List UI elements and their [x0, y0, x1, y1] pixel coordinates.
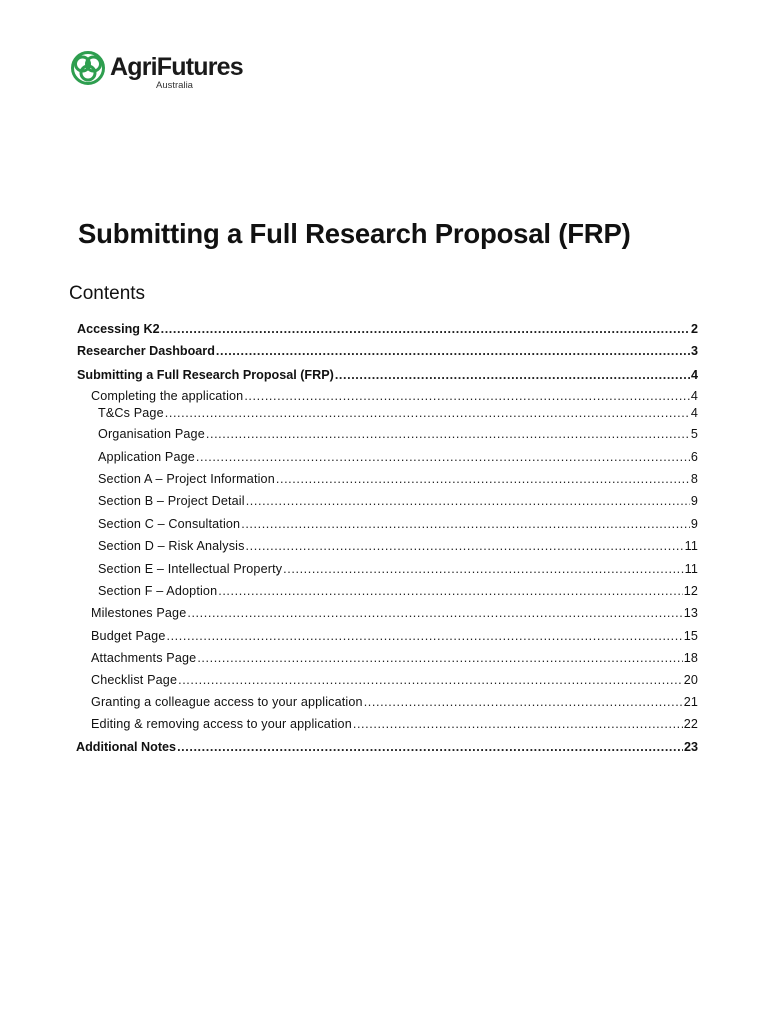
toc-entry[interactable]	[98, 582, 698, 600]
toc-entry-label: Attachments Page	[91, 651, 197, 665]
toc-dot-leader	[364, 693, 683, 711]
toc-entry-label: Section C – Consultation	[98, 517, 241, 531]
toc-entry[interactable]	[91, 671, 698, 689]
toc-entry[interactable]	[91, 715, 698, 733]
toc-entry[interactable]	[77, 320, 698, 338]
toc-entry-page-number: 13	[683, 606, 698, 620]
toc-entry-page-number: 23	[683, 740, 698, 754]
toc-entry-page-number: 4	[690, 406, 698, 420]
toc-entry-label: Section F – Adoption	[98, 584, 218, 598]
toc-dot-leader	[276, 470, 690, 488]
toc-entry[interactable]	[98, 537, 698, 555]
toc-dot-leader	[196, 448, 690, 466]
toc-entry-label: Section B – Project Detail	[98, 494, 245, 508]
toc-entry-label: Checklist Page	[91, 673, 178, 687]
toc-entry-page-number: 8	[690, 472, 698, 486]
toc-entry[interactable]	[98, 560, 698, 578]
toc-entry[interactable]	[91, 693, 698, 711]
toc-entry-label: Accessing K2	[77, 322, 160, 336]
toc-entry[interactable]	[98, 448, 698, 466]
toc-entry[interactable]	[91, 649, 698, 667]
toc-entry-page-number: 2	[690, 322, 698, 336]
toc-entry-page-number: 4	[690, 368, 698, 382]
toc-entry-label: Editing & removing access to your application	[91, 717, 352, 731]
toc-entry-page-number: 4	[690, 389, 698, 403]
toc-entry-page-number: 11	[684, 562, 698, 576]
toc-dot-leader	[177, 738, 683, 756]
toc-entry-page-number: 6	[690, 450, 698, 464]
toc-dot-leader	[218, 582, 682, 600]
toc-dot-leader	[165, 404, 690, 422]
toc-dot-leader	[335, 366, 690, 384]
toc-entry-page-number: 5	[690, 427, 698, 441]
toc-dot-leader	[244, 387, 690, 405]
toc-dot-leader	[246, 492, 690, 510]
toc-entry-label: Granting a colleague access to your application	[91, 695, 363, 709]
toc-dot-leader	[283, 560, 683, 578]
toc-entry-label: Budget Page	[91, 629, 166, 643]
toc-entry-page-number: 12	[683, 584, 698, 598]
toc-dot-leader	[246, 537, 684, 555]
toc-entry-page-number: 3	[690, 344, 698, 358]
toc-entry[interactable]	[76, 738, 698, 756]
toc-dot-leader	[216, 342, 690, 360]
toc-dot-leader	[161, 320, 690, 338]
toc-entry-label: Researcher Dashboard	[77, 344, 215, 358]
toc-entry-page-number: 18	[683, 651, 698, 665]
toc-entry-label: Section E – Intellectual Property	[98, 562, 283, 576]
toc-entry-page-number: 15	[683, 629, 698, 643]
toc-entry-label: Milestones Page	[91, 606, 187, 620]
toc-entry-page-number: 11	[684, 539, 698, 553]
toc-entry[interactable]	[98, 404, 698, 422]
toc-dot-leader	[241, 515, 690, 533]
document-title: Submitting a Full Research Proposal (FRP)	[78, 218, 631, 249]
toc-entry[interactable]	[98, 492, 698, 510]
logo-wordmark: AgriFutures	[110, 53, 243, 81]
toc-entry[interactable]	[91, 604, 698, 622]
toc-entry-label: Completing the application	[91, 389, 244, 403]
contents-heading: Contents	[69, 283, 146, 304]
toc-entry[interactable]	[91, 627, 698, 645]
agrifutures-logo	[70, 49, 270, 93]
toc-entry-label: Section D – Risk Analysis	[98, 539, 245, 553]
toc-entry-label: Additional Notes	[76, 740, 177, 754]
toc-entry-page-number: 22	[683, 717, 698, 731]
toc-dot-leader	[166, 627, 682, 645]
toc-dot-leader	[353, 715, 683, 733]
toc-entry-page-number: 20	[683, 673, 698, 687]
logo-subtitle: Australia	[156, 80, 193, 91]
toc-entry-label: Organisation Page	[98, 427, 205, 441]
toc-entry[interactable]	[77, 366, 698, 384]
toc-entry[interactable]	[91, 387, 698, 405]
agrifutures-emblem-icon	[70, 50, 106, 86]
toc-dot-leader	[187, 604, 682, 622]
toc-entry-label: T&Cs Page	[98, 406, 164, 420]
toc-entry-label: Application Page	[98, 450, 195, 464]
toc-dot-leader	[178, 671, 683, 689]
toc-entry[interactable]	[77, 342, 698, 360]
toc-entry-page-number: 21	[683, 695, 698, 709]
toc-dot-leader	[197, 649, 682, 667]
toc-entry-label: Section A – Project Information	[98, 472, 275, 486]
toc-entry[interactable]	[98, 470, 698, 488]
toc-entry-page-number: 9	[690, 517, 698, 531]
toc-entry[interactable]	[98, 425, 698, 443]
toc-entry-label: Submitting a Full Research Proposal (FRP)	[77, 368, 334, 382]
toc-entry[interactable]	[98, 515, 698, 533]
toc-dot-leader	[206, 425, 690, 443]
toc-entry-page-number: 9	[690, 494, 698, 508]
